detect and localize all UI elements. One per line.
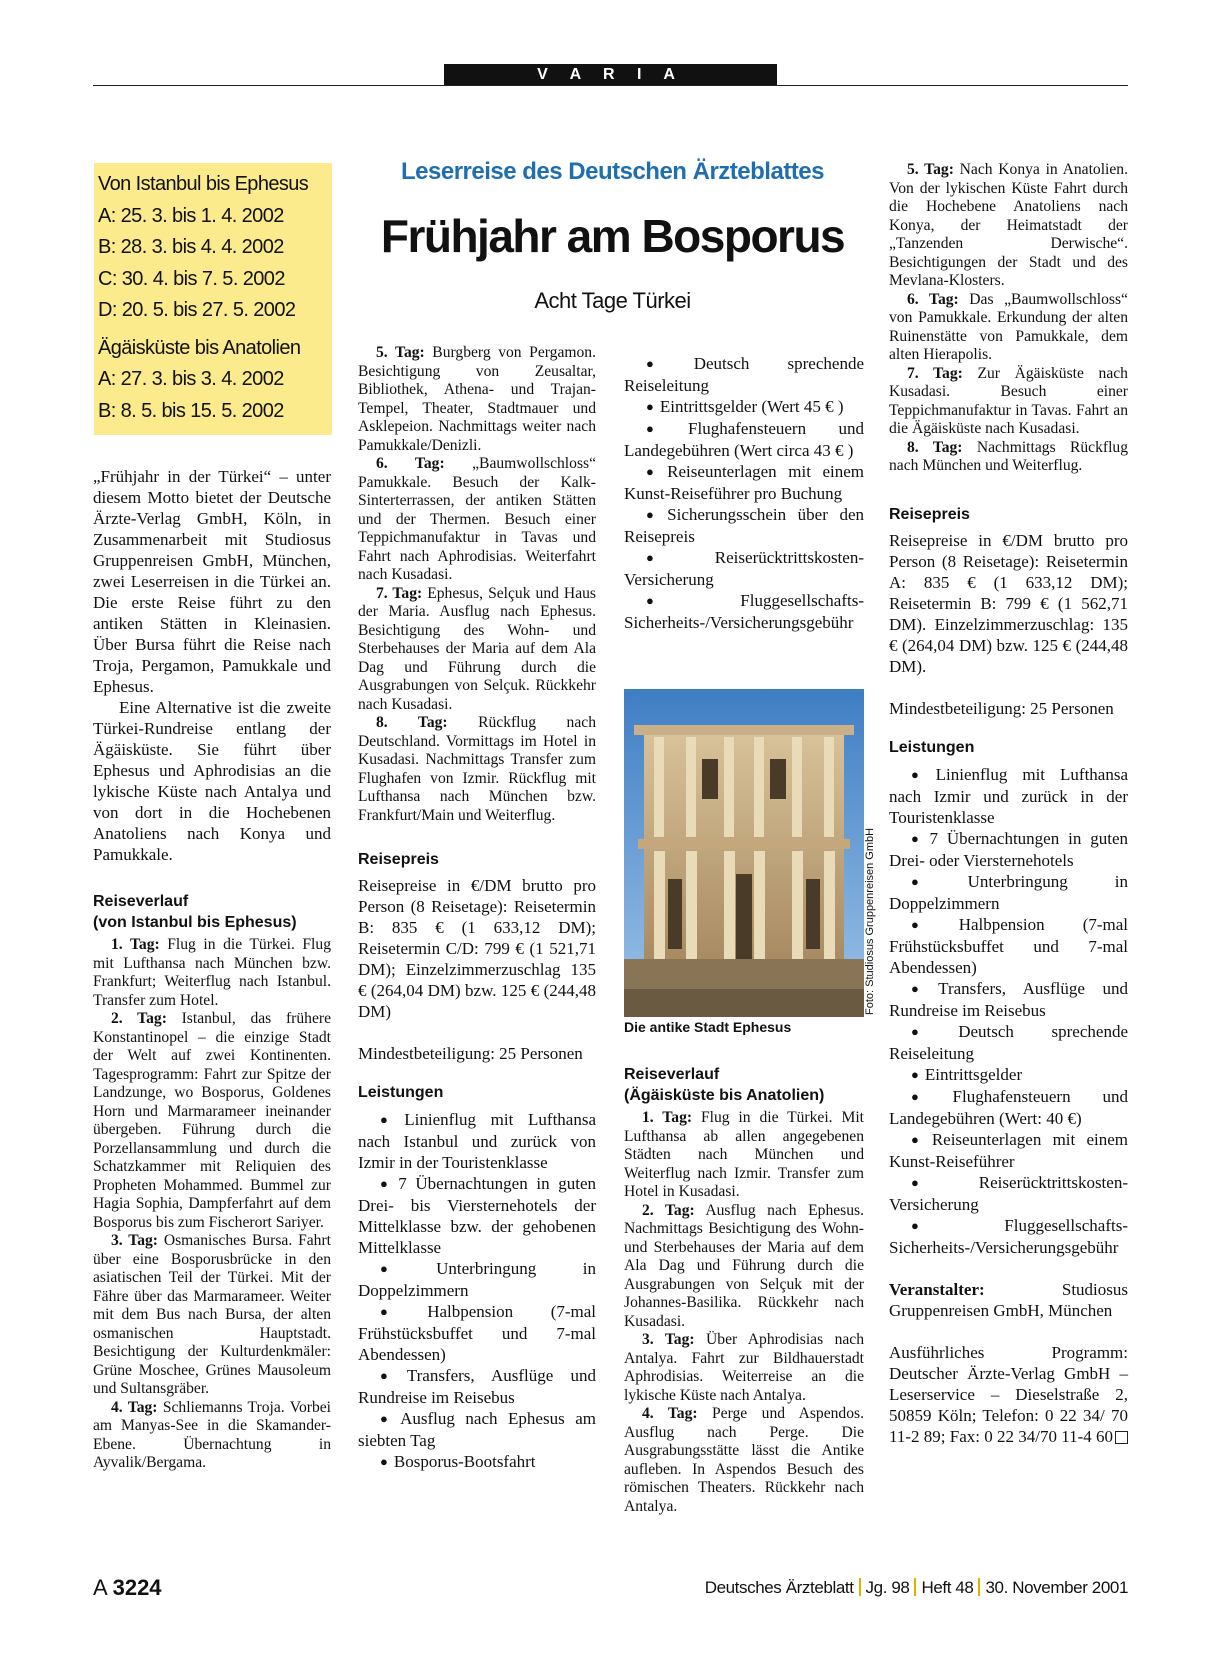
service-item: ● Unterbringung in Doppelzimmern — [889, 871, 1128, 914]
column-4 — [889, 161, 1128, 1447]
service-item: ● Flughafensteuern und Landegebühren (Wert circa 43 € ) — [624, 418, 864, 461]
services-heading: Leistungen — [889, 738, 975, 756]
service-item: ● Reiseunterlagen mit einem Kunst-Reiseführer — [889, 1129, 1128, 1172]
page-number: A 3224 — [93, 1575, 162, 1600]
price-heading: Reisepreis — [889, 505, 970, 523]
itinerary-day: 3. Tag: Osmanisches Bursa. Fahrt über eine Bosporusbrücke in den asiatischen Teil der Türkei. Mit der Fähre über das Marmarameer. Weiter mit dem Bus nach Bursa, der alten osmanischen Hauptstadt. Besichtigung der Kulturdenkmäler: Grüne Moschee, Grünes Mausoleum und Sultansgräber. — [93, 1232, 331, 1397]
itinerary-day: 7. Tag: Ephesus, Selçuk und Haus der Maria. Ausflug nach Ephesus. Besichtigung des Wohn- und Sterbehauses der Maria auf dem Ala Dag und Führung durch die Ausgrabungen von Selçuk. Rückkehr nach Kusadasi. — [358, 584, 596, 713]
itinerary-day: 4. Tag: Schliemanns Troja. Vorbei am Manyas-See in die Skamander-Ebene. Übernachtung in Ayvalik/Bergama. — [93, 1398, 331, 1471]
article-kicker: Leserreise des Deutschen Ärzteblattes — [400, 158, 824, 185]
service-item: ● Deutsch sprechende Reiseleitung — [624, 353, 864, 396]
service-item: ● Reiseunterlagen mit einem Kunst-Reiseführer pro Buchung — [624, 461, 864, 504]
service-item: ● Halbpension (7-mal Frühstücksbuffet und 7-mal Abendessen) — [358, 1301, 596, 1365]
services-list — [358, 1109, 596, 1473]
service-item: ● 7 Übernachtungen in guten Drei- oder Viersternehotels — [889, 828, 1128, 871]
service-item: ● Flughafensteuern und Landegebühren (Wert: 40 €) — [889, 1086, 1128, 1129]
itinerary-day: 8. Tag: Nachmittags Rückflug nach München und Weiterflug. — [889, 438, 1128, 474]
dates-line: A: 25. 3. bis 1. 4. 2002 — [98, 204, 284, 227]
service-item: ● Linienflug mit Lufthansa nach Istanbul und zurück von Izmir in der Touristenklasse — [358, 1109, 596, 1173]
column-2 — [358, 344, 596, 1473]
dates-line: B: 8. 5. bis 15. 5. 2002 — [98, 399, 284, 422]
service-item: ● Fluggesellschafts-Sicherheits-/Versicherungsgebühr — [624, 590, 864, 633]
dates-group-2 — [98, 333, 332, 428]
library-of-celsus-image — [624, 689, 864, 1017]
ephesus-photo — [624, 689, 864, 1017]
article-title: Frühjahr am Bosporus — [380, 210, 845, 262]
service-item: ● Halbpension (7-mal Frühstücksbuffet und 7-mal Abendessen) — [889, 914, 1128, 978]
intro-paragraph: „Frühjahr in der Türkei“ – unter diesem Motto bietet der Deutsche Ärzte-Verlag GmbH, Köln, in Zusammenarbeit mit Studiosus Gruppenreisen GmbH, München, zwei Leserreisen in die Türkei an. Die erste Reise führt zu den antiken Stätten in Kleinasien. Über Bursa führt die Reise nach Troja, Pergamon, Pamukkale und Ephesus. — [93, 467, 331, 696]
itinerary-list — [358, 344, 596, 825]
itinerary-day: 6. Tag: Das „Baumwollschloss“ von Pamukkale. Erkundung der alten Ruinenstätte von Pamukkale, dem alten Hierapolis. — [889, 290, 1128, 363]
itinerary-list — [889, 161, 1128, 476]
contact-info: Ausführliches Programm: Deutscher Ärzte-Verlag GmbH – Leserservice – Dieselstraße 2, 50859 Köln; Telefon: 0 22 34/ 70 11-2 89; Fax: 0 22 34/70 11-4 60 — [889, 1342, 1128, 1446]
itinerary-day: 1. Tag: Flug in die Türkei. Mit Lufthansa ab allen angegebenen Städten nach München und Weiterflug nach Izmir. Transfer zum Hotel in Kusadasi. — [624, 1109, 864, 1200]
price-heading: Reisepreis — [358, 851, 439, 868]
price-text: Reisepreise in €/DM brutto pro Person (8 Reisetage): Reisetermin B: 835 € (1 633,12 DM); Reisetermin C/D: 799 € (1 521,71 DM); Einzelzimmerzuschlag 135 € (264,04 DM) bzw. 125 € (244,48 DM) — [358, 876, 596, 1021]
article-subtitle: Acht Tage Türkei — [534, 288, 691, 313]
itinerary-day: 5. Tag: Nach Konya in Anatolien. Von der lykischen Küste Fahrt durch die Hochebene Anatoliens nach Konya, der Heimatstadt der „Tanzenden Derwische“. Besichtigungen der Stadt und des Mevlana-Klosters. — [889, 161, 1128, 289]
service-item: ● Eintrittsgelder (Wert 45 € ) — [624, 396, 864, 418]
itinerary-subheading: (von Istanbul bis Ephesus) — [93, 914, 297, 931]
dates-line: Von Istanbul bis Ephesus — [98, 173, 309, 195]
end-mark-icon — [1115, 1431, 1128, 1444]
dates-line: D: 20. 5. bis 27. 5. 2002 — [98, 299, 296, 321]
itinerary-day: 6. Tag: „Baumwollschloss“ Pamukkale. Besuch der Kalk-Sinterterrassen, der antiken Stätten und der Thermen. Besuch einer Teppichmanufaktur in Tavas und Fahrt nach Aphrodisias. Weiterfahrt nach Kusadasi. — [358, 455, 596, 583]
itinerary-heading: Reiseverlauf — [93, 893, 189, 910]
service-item: ● Unterbringung in Doppelzimmern — [358, 1258, 596, 1301]
itinerary-day: 2. Tag: Istanbul, das frühere Konstantinopel – die einzige Stadt der Welt auf zwei Kontinenten. Tagesprogramm: Fahrt zur Spitze der Landzunge, wo Bosporus, Goldenes Horn und Marmarameer ineinander übergeben. Führung durch die Porzellansammlung und durch die Schatzkammer mit Reliquien des Propheten Mohammed. Bummel zur Hagia Sophia, Dampferfahrt auf dem Bosporus bis zum Fischerort Sariyer. — [93, 1010, 331, 1231]
service-item: ● Fluggesellschafts-Sicherheits-/Versicherungsgebühr — [889, 1215, 1128, 1258]
column-1 — [93, 466, 331, 1473]
itinerary-day: 1. Tag: Flug in die Türkei. Flug mit Lufthansa nach München bzw. Frankfurt; Weiterflug nach Istanbul. Transfer zum Hotel. — [93, 936, 331, 1009]
dates-line: B: 28. 3. bis 4. 4. 2002 — [98, 236, 284, 258]
service-item: ● Transfers, Ausflüge und Rundreise im Reisebus — [358, 1365, 596, 1408]
column-3 — [624, 353, 864, 633]
service-item: ● Sicherungsschein über den Reisepreis — [624, 504, 864, 547]
organizer: Veranstalter: Studiosus Gruppenreisen GmbH, München — [889, 1279, 1128, 1320]
footer-citation: Deutsches Ärzteblatt Jg. 98 Heft 48 30. November 2001 — [704, 1578, 1128, 1597]
services-list — [624, 353, 864, 633]
dates-line: Ägäisküste bis Anatolien — [98, 336, 301, 359]
dates-line: A: 27. 3. bis 3. 4. 2002 — [98, 368, 284, 390]
service-item: ● Bosporus-Bootsfahrt — [358, 1451, 596, 1473]
itinerary-list — [624, 1109, 864, 1516]
itinerary-day: 5. Tag: Burgberg von Pergamon. Besichtigung von Zeusaltar, Bibliothek, Athena- und Trajan-Tempel, Theater, Stadtmauer und Asklepeion. Nachmittags weiter nach Pamukkale/Denizli. — [358, 344, 596, 454]
min-participants: Mindestbeteiligung: 25 Personen — [358, 1044, 583, 1063]
service-item: ● Eintrittsgelder — [889, 1064, 1128, 1086]
travel-dates-box — [94, 163, 332, 435]
dates-line: C: 30. 4. bis 7. 5. 2002 — [98, 267, 285, 290]
itinerary-day: 2. Tag: Ausflug nach Ephesus. Nachmittags Besichtigung des Wohn- und Sterbehauses der Maria auf dem Ala Dag und Führung durch die Ausgrabungen von Selçuk mit der Johannes-Basilika. Rückkehr nach Kusadasi. — [624, 1201, 864, 1330]
service-item: ● Ausflug nach Ephesus am siebten Tag — [358, 1408, 596, 1451]
photo-credit: Foto: Studiosus Gruppenreisen GmbH — [864, 827, 876, 1015]
itinerary-day: 3. Tag: Über Aphrodisias nach Antalya. Fahrt zur Bildhauerstadt Aphrodisias. Weiterreise an die lykische Küste nach Antalya. — [624, 1331, 864, 1404]
itinerary-day: 8. Tag: Rückflug nach Deutschland. Vormittags im Hotel in Kusadasi. Nachmittags Transfer zum Flughafen von Izmir. Rückflug mit Lufthansa nach München bzw. Frankfurt/Main und Weiterflug. — [358, 714, 596, 824]
itinerary-subheading: (Ägäisküste bis Anatolien) — [624, 1087, 825, 1104]
column-3-lower — [624, 1064, 864, 1516]
service-item: ● Transfers, Ausflüge und Rundreise im Reisebus — [889, 978, 1128, 1021]
itinerary-list — [93, 936, 331, 1473]
service-item: ● 7 Übernachtungen in guten Drei- bis Viersternehotels der Mittelklasse bzw. der gehobenen Mittelklasse — [358, 1173, 596, 1258]
service-item: ● Reiserücktrittskosten-Versicherung — [624, 547, 864, 590]
services-heading: Leistungen — [358, 1084, 444, 1101]
services-list — [889, 764, 1128, 1258]
section-label: V A R I A — [444, 64, 777, 86]
service-item: ● Deutsch sprechende Reiseleitung — [889, 1021, 1128, 1064]
itinerary-day: 4. Tag: Perge und Aspendos. Ausflug nach Perge. Die Ausgrabungsstätte lässt die Antike aufleben. In Aspendos Besuch des römischen Theaters. Rückkehr nach Antalya. — [624, 1405, 864, 1515]
price-text: Reisepreise in €/DM brutto pro Person (8 Reisetage): Reisetermin A: 835 € (1 633,12 DM); Reisetermin B: 799 € (1 562,71 DM). Einzelzimmerzuschlag: 135 € (264,04 DM) bzw. 125 € (244,48 DM). — [889, 530, 1128, 676]
photo-caption: Die antike Stadt Ephesus — [624, 1019, 792, 1035]
header-rule — [93, 85, 1128, 86]
dates-group-1 — [98, 169, 332, 327]
intro-paragraph: Eine Alternative ist die zweite Türkei-Rundreise entlang der Ägäisküste. Sie führt über Ephesus und Aphrodisias an die lykische Küste nach Antalya und von dort in die Hochebenen Anatoliens nach Konya und Pamukkale. — [93, 698, 331, 864]
itinerary-day: 7. Tag: Zur Ägäisküste nach Kusadasi. Besuch einer Teppichmanufaktur in Tavas. Fahrt an die Ägäisküste nach Kusadasi. — [889, 364, 1128, 437]
service-item: ● Linienflug mit Lufthansa nach Izmir und zurück in der Touristenklasse — [889, 764, 1128, 828]
min-participants: Mindestbeteiligung: 25 Personen — [889, 698, 1114, 718]
itinerary-heading: Reiseverlauf — [624, 1066, 720, 1083]
service-item: ● Reiserücktrittskosten-Versicherung — [889, 1172, 1128, 1215]
